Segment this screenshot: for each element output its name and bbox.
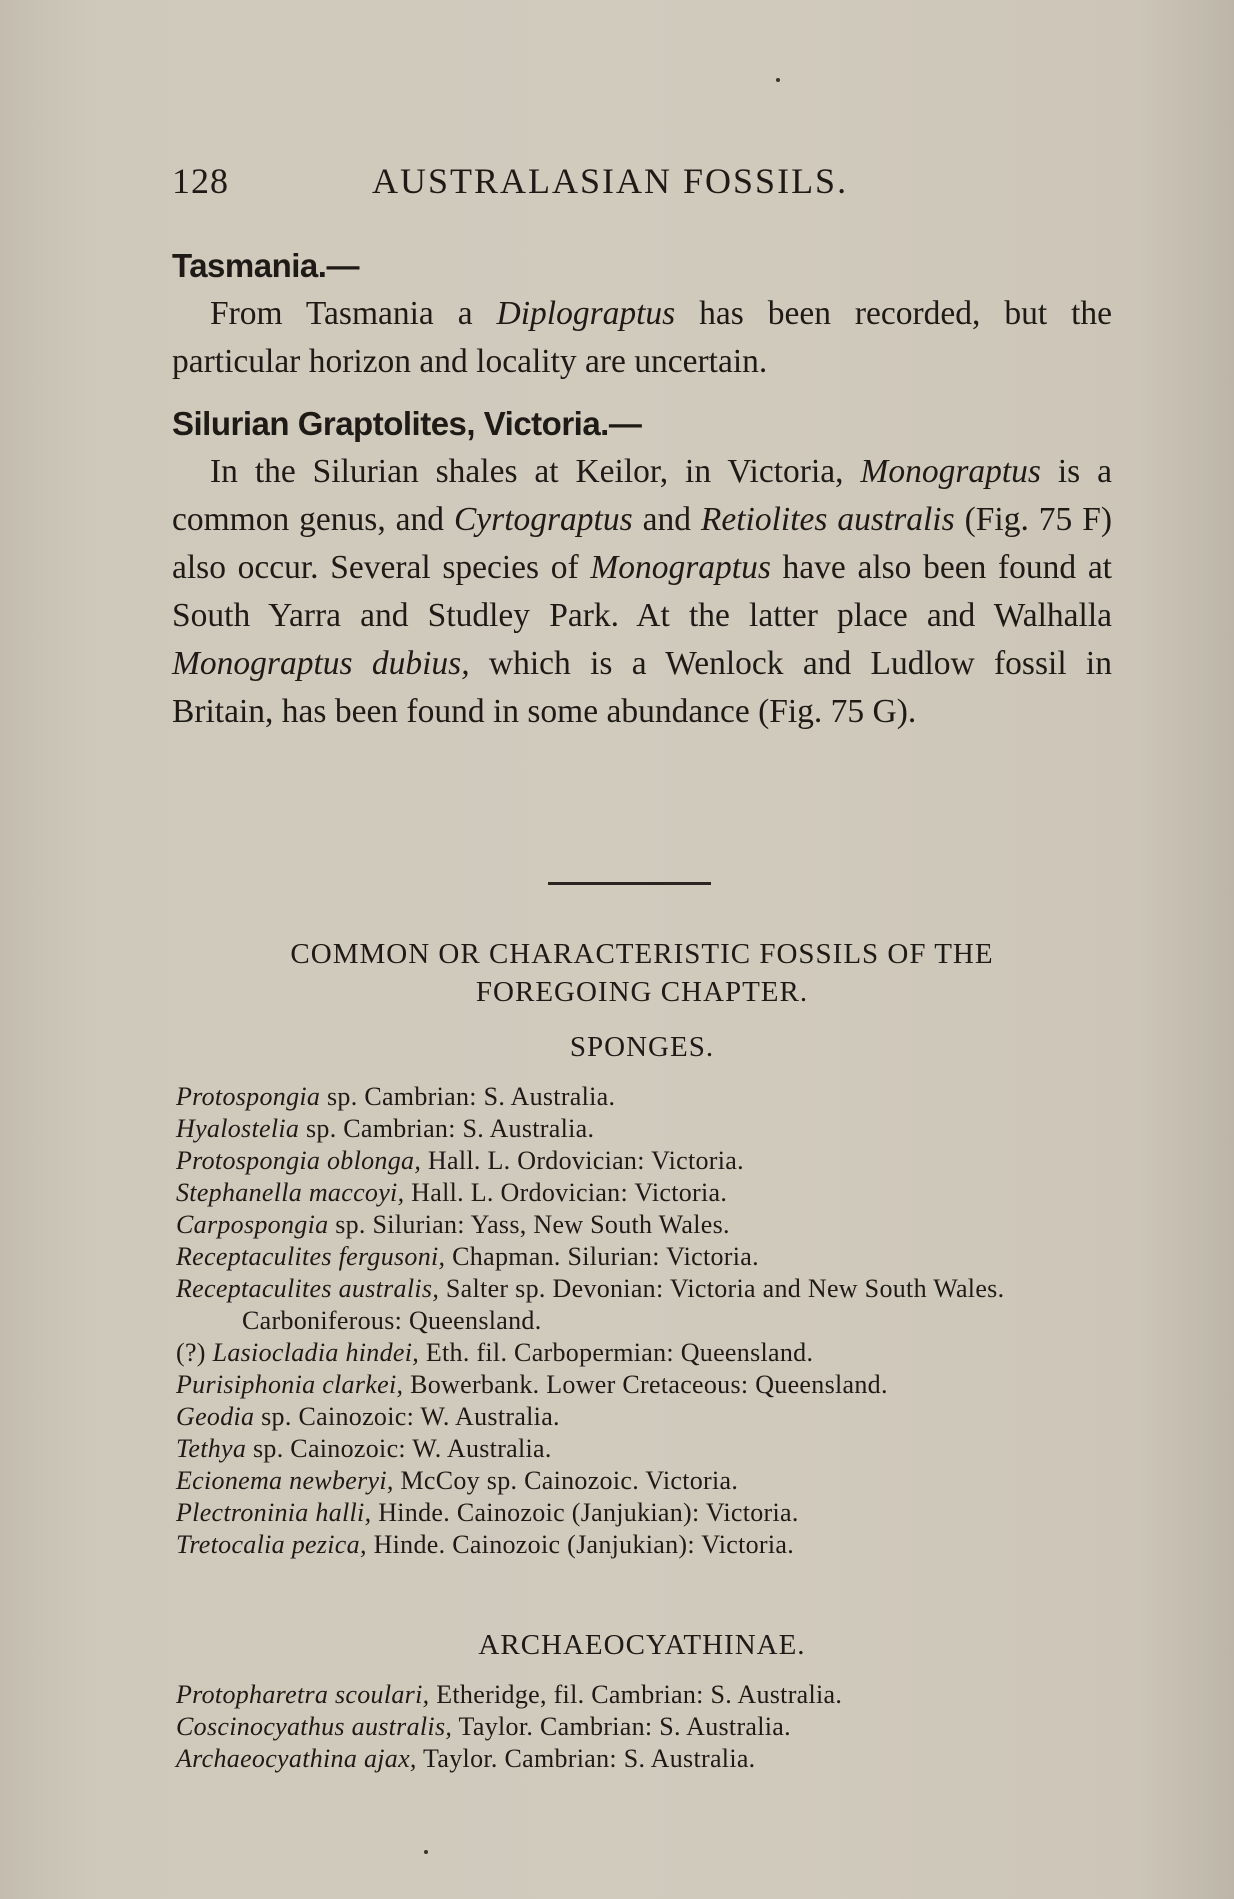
sponges-list (176, 1081, 1116, 1561)
list-item: Ecionema newberyi, McCoy sp. Cainozoic. Victoria. (176, 1466, 739, 1495)
genus-name: Cyrtograptus (453, 501, 633, 538)
fossils-section-title: COMMON OR CHARACTERISTIC FOSSILS OF THE FOREGOING CHAPTER. (290, 938, 994, 1008)
list-item: Geodia sp. Cainozoic: W. Australia. (176, 1402, 560, 1431)
species-name: Retiolites australis (700, 501, 955, 538)
list-item: Receptaculites australis, Salter sp. Devonian: Victoria and New South Wales. Carboniferous: Queensland. (176, 1274, 1005, 1335)
list-item: Coscinocyathus australis, Taylor. Cambrian: S. Australia. (176, 1712, 791, 1741)
list-item: Receptaculites fergusoni, Chapman. Silurian: Victoria. (176, 1242, 759, 1271)
sponges-heading: SPONGES. (569, 1031, 715, 1063)
paragraph-tasmania: From Tasmania a Diplograptus has been recorded, but the particular horizon and locality are uncertain. (172, 295, 1112, 380)
page-header (172, 160, 1112, 210)
list-item: Protospongia oblonga, Hall. L. Ordovician: Victoria. (176, 1146, 744, 1175)
list-item: Protopharetra scoulari, Etheridge, fil. Cambrian: S. Australia. (176, 1680, 843, 1709)
heading-tasmania: Tasmania.— (172, 247, 359, 284)
paragraph-silurian: In the Silurian shales at Keilor, in Victoria, Monograptus is a common genus, and Cyrtograptus and Retiolites australis (Fig. 75 F) also occur. Several species of Monograptus have also been found at South Yarra and Studley Park. At the latter place and Walhalla Monograptus dubius, which is a Wenlock and Ludlow fossil in Britain, has been found in some abundance (Fig. 75 G). (172, 453, 1112, 730)
section-divider (548, 882, 711, 885)
archaeocyathinae-list (176, 1679, 1116, 1775)
list-item: Archaeocyathina ajax, Taylor. Cambrian: S. Australia. (176, 1744, 756, 1773)
list-item: Plectroninia halli, Hinde. Cainozoic (Janjukian): Victoria. (176, 1498, 799, 1527)
paper-speck (776, 78, 780, 82)
list-item: Stephanella maccoyi, Hall. L. Ordovician: Victoria. (176, 1178, 728, 1207)
genus-name: Monograptus (590, 549, 771, 586)
list-item: Protospongia sp. Cambrian: S. Australia. (176, 1082, 616, 1111)
species-name: Monograptus dubius, (172, 645, 470, 682)
genus-name: Diplograptus (496, 295, 676, 332)
list-item: Carpospongia sp. Silurian: Yass, New South Wales. (176, 1210, 730, 1239)
page-number: 128 (172, 161, 229, 201)
running-title: AUSTRALASIAN FOSSILS. (372, 161, 849, 201)
list-item: Hyalostelia sp. Cambrian: S. Australia. (176, 1114, 595, 1143)
paper-speck (424, 1850, 428, 1854)
genus-name: Monograptus (860, 453, 1041, 490)
list-item: Tethya sp. Cainozoic: W. Australia. (176, 1434, 552, 1463)
list-item: (?) Lasiocladia hindei, Eth. fil. Carbopermian: Queensland. (176, 1338, 814, 1367)
body-text (172, 242, 1112, 736)
heading-silurian: Silurian Graptolites, Victoria.— (172, 405, 642, 442)
list-item: Tretocalia pezica, Hinde. Cainozoic (Janjukian): Victoria. (176, 1530, 795, 1559)
archaeocyathinae-heading: ARCHAEOCYATHINAE. (478, 1629, 806, 1661)
list-item: Purisiphonia clarkei, Bowerbank. Lower Cretaceous: Queensland. (176, 1370, 888, 1399)
